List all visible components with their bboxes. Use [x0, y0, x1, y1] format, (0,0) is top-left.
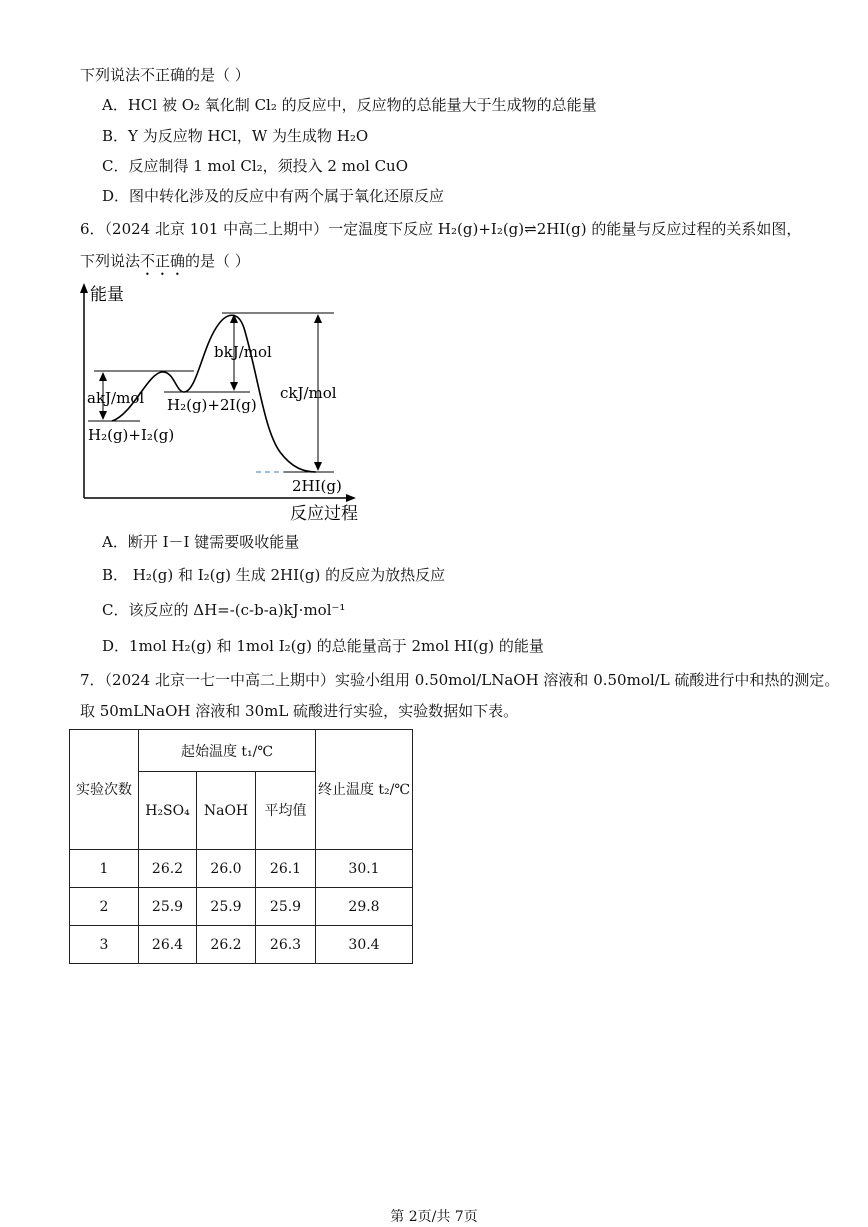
y-axis-label: 能量 — [90, 285, 124, 305]
c-arrow-up — [314, 314, 322, 323]
label-a: akJ/mol — [87, 389, 145, 407]
label-reactants: H₂(g)+I₂(g) — [88, 426, 175, 444]
q7-stem-line2: 取 50mLNaOH 溶液和 30mL 硫酸进行实验，实验数据如下表。 — [80, 702, 519, 720]
cell-end-temp: 30.4 — [316, 926, 413, 964]
cell-naoh: 26.2 — [197, 926, 256, 964]
table-row — [70, 926, 413, 964]
cell-average: 25.9 — [256, 888, 316, 926]
q5-option-c: C．反应制得 1 mol Cl₂，须投入 2 mol CuO — [102, 157, 408, 175]
table-row — [70, 888, 413, 926]
q6-option-a: A．断开 I－I 键需要吸收能量 — [102, 533, 300, 551]
q5-stem: 下列说法不正确的是（ ） — [80, 66, 250, 84]
cell-trial: 1 — [70, 850, 139, 888]
q6-option-c: C．该反应的 ΔH=-(c-b-a)kJ·mol⁻¹ — [102, 601, 346, 619]
header-average: 平均值 — [256, 772, 316, 850]
page-footer: 第 2页/共 7页 — [390, 1209, 478, 1225]
a-arrow-down — [99, 411, 107, 420]
label-intermediate: H₂(g)+2I(g) — [167, 396, 257, 414]
q5-option-d: D．图中转化涉及的反应中有两个属于氧化还原反应 — [102, 187, 445, 205]
q5-option-a: A．HCl 被 O₂ 氧化制 Cl₂ 的反应中，反应物的总能量大于生成物的总能量 — [102, 96, 597, 114]
cell-average: 26.3 — [256, 926, 316, 964]
q5-option-b: B．Y 为反应物 HCl，W 为生成物 H₂O — [102, 127, 369, 145]
y-axis-arrow — [80, 283, 88, 293]
header-naoh: NaOH — [197, 772, 256, 850]
cell-h2so4: 25.9 — [139, 888, 197, 926]
cell-h2so4: 26.4 — [139, 926, 197, 964]
q6-stem-emphasis: 不正确 — [140, 252, 186, 270]
header-trial: 实验次数 — [70, 730, 139, 850]
energy-diagram — [72, 280, 372, 526]
cell-h2so4: 26.2 — [139, 850, 197, 888]
x-axis-arrow — [346, 494, 356, 502]
header-end-temp: 终止温度 t₂/℃ — [316, 730, 413, 850]
header-start-temp: 起始温度 t₁/℃ — [139, 730, 316, 772]
label-products: 2HI(g) — [292, 477, 342, 495]
q7-stem-line1: 7．（2024 北京一七一中高二上期中）实验小组用 0.50mol/LNaOH 溶液和 0.50mol/L 硫酸进行中和热的测定。 — [80, 671, 840, 689]
data-table — [69, 729, 413, 964]
cell-naoh: 25.9 — [197, 888, 256, 926]
cell-average: 26.1 — [256, 850, 316, 888]
c-arrow-down — [314, 462, 322, 471]
cell-trial: 2 — [70, 888, 139, 926]
q6-stem-line2 — [80, 251, 250, 279]
table-row — [70, 850, 413, 888]
header-h2so4: H₂SO₄ — [139, 772, 197, 850]
cell-end-temp: 30.1 — [316, 850, 413, 888]
label-c: ckJ/mol — [280, 384, 337, 402]
q6-stem-line1: 6．（2024 北京 101 中高二上期中）一定温度下反应 H₂(g)+I₂(g)⇌2HI(g) 的能量与反应过程的关系如图， — [80, 220, 802, 238]
cell-end-temp: 29.8 — [316, 888, 413, 926]
q6-option-d: D．1mol H₂(g) 和 1mol I₂(g) 的总能量高于 2mol HI(g) 的能量 — [102, 637, 544, 655]
q6-stem-post: 的是（ ） — [185, 252, 250, 270]
a-arrow-up — [99, 372, 107, 381]
label-b: bkJ/mol — [214, 343, 272, 361]
b-arrow-down — [230, 382, 238, 391]
q6-stem-pre: 下列说法 — [80, 252, 141, 270]
x-axis-label: 反应过程 — [290, 504, 358, 524]
q6-option-b: B． H₂(g) 和 I₂(g) 生成 2HI(g) 的反应为放热反应 — [102, 566, 446, 584]
cell-naoh: 26.0 — [197, 850, 256, 888]
cell-trial: 3 — [70, 926, 139, 964]
